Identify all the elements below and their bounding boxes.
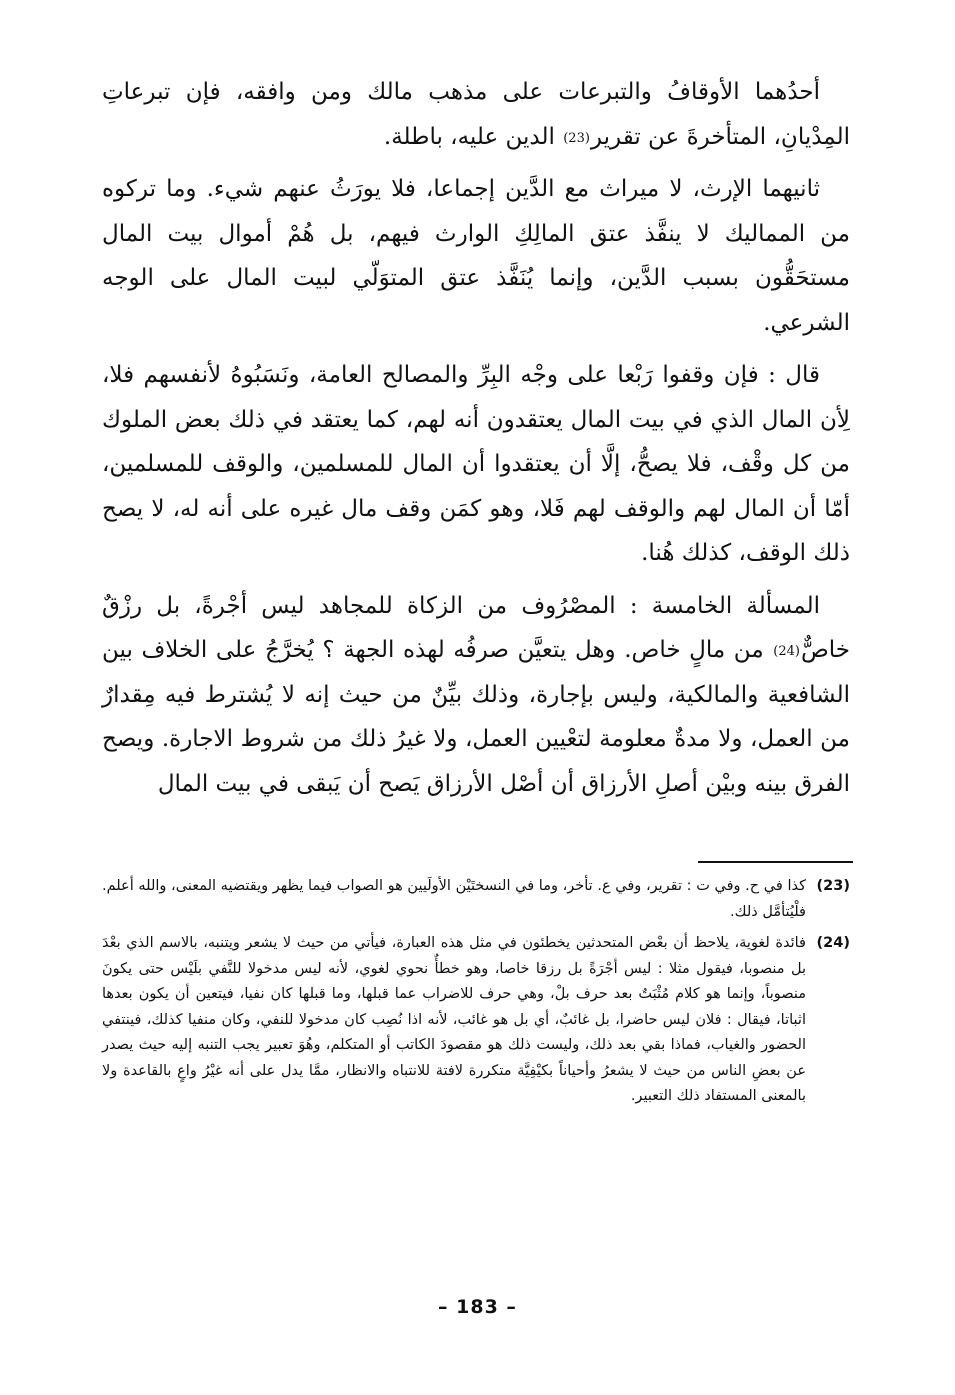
main-text <box>102 70 850 806</box>
footnote-24 <box>102 931 850 1110</box>
footnote-ref-24[interactable]: (24) <box>773 644 800 659</box>
footnote-number: (24) <box>816 935 850 951</box>
paragraph-4: المسألة الخامسة : المصْرُوف من الزكاة للمجاهد ليس أجْرةً، بل رزْقٌ خاصٌّ$^{(24)}$ من مالٍ خاص. وهل يتعيَّن صرفُه لهذه الجهة ؟ يُخرَّجُ على الخلاف بين الشافعية والمالكية، وليس بإجارة، وذلك بيِّنٌ من حيث إنه لا يُشترط فيه مِقدارٌ من العمل، ولا مدةٌ معلومة لتعْيين العمل، ولا غيرُ ذلك من شروط الاجارة. ويصح الفرق بينه وبيْن أصلِ الأرزاق أن أصْل الأرزاق يَصح أن يَبقى في بيت المال <box>102 592 850 797</box>
page-number: – 183 – <box>438 1296 517 1318</box>
footnote-separator <box>698 861 853 863</box>
footnote-text: فائدة لغوية، يلاحظ أن بعْض المتحدثين يخطئون في مثل هذه العبارة، فيأتي من حيث لا يشعر ويتنبه، بالاسم الذي بعْدَ بل منصوبا، فيقول مثلا : ليس أجْرَةً بل رزقا خاصا، وهو خطأٌ نحوي لغوي، لأنه ليس مدخولا للنَّفي بلَيْس حتى يكونَ منصوباً، وإنما هو كلام مُثْبَتٌ بعد حرف بلْ، وهي حرف للاضراب عما قبلها، وما قبلها كان نفيا، فيتعين أن يكون بعدها اثباتا، فيقال : فلان ليس حاضرا، بل غائبٌ، أي بل هو غائب، لأنه اذا نُصِب كان مدخولا للنفي، وكان منفيا كذلك، فينتفي الحضور والغياب، فماذا بقي بعد ذلك، وليست ذلك هو مقصودَ الكاتب أو المتكلم، وهُوَ تعبير يجب التنبه إليه حيث يصدر عن بعضِ الناس من حيث لا يشعرُ وأحياناً بكيْفِيَّة متكررة لافتة للانتباه والانظار، ممَّا يدل على أنه غيْرُ واعٍ بالقاعدة ولا بالمعنى المستفاد ذلك التعبير. <box>102 935 806 1104</box>
paragraph-3: قال : فإن وقفوا رَبْعا على وجْه البِرِّ والمصالح العامة، ونَسَبُوهُ لأنفسهم فلا، لِأن المال الذي في بيت المال يعتقدون أنه لهم، كما يعتقد في ذلك بعض الملوك من كل وقْف، فلا يصحُّ، إلَّا أن يعتقدوا أن المال للمسلمين، والوقف للمسلمين، أمّا أن المال لهم والوقف لهم فَلا، وهو كمَن وقف مال غيره على أنه له، لا يصح ذلك الوقف، كذلك هُنا. <box>102 362 850 566</box>
footnote-number: (23) <box>816 878 850 894</box>
paragraph-2: ثانيهما الإرث، لا ميراث مع الدَّين إجماعا، فلا يورَثُ عنهم شيء. وما تركوه من المماليك لا ينفَّذ عتق المالِكِ الوارث فيهم، بل هُمْ أموال بيت المال مستحَقُّون بسبب الدَّين، وإنما يُنَفَّذ عتق المتوَلّي لبيت المال على الوجه الشرعي. <box>102 176 850 336</box>
footnote-text: كذا في ح. وفي ت : تقرير، وفي ع. تأخر، وما في النسختَيْن الأولَيين هو الصواب فيما يظهر ويقتضيه المعنى، والله أعلم. فلْيُتأمَّل ذلك. <box>102 878 806 920</box>
footnote-23 <box>102 874 850 925</box>
paragraph-1: أحدُهما الأوقافُ والتبرعات على مذهب مالك ومن وافقه، فإن تبرعاتِ المِدْيانِ، المتأخرةَ عن تقرير$^{(23)}$ الدين عليه، باطلة. <box>102 79 850 150</box>
footnotes <box>102 874 850 1116</box>
footnote-ref-23[interactable]: (23) <box>563 130 590 146</box>
